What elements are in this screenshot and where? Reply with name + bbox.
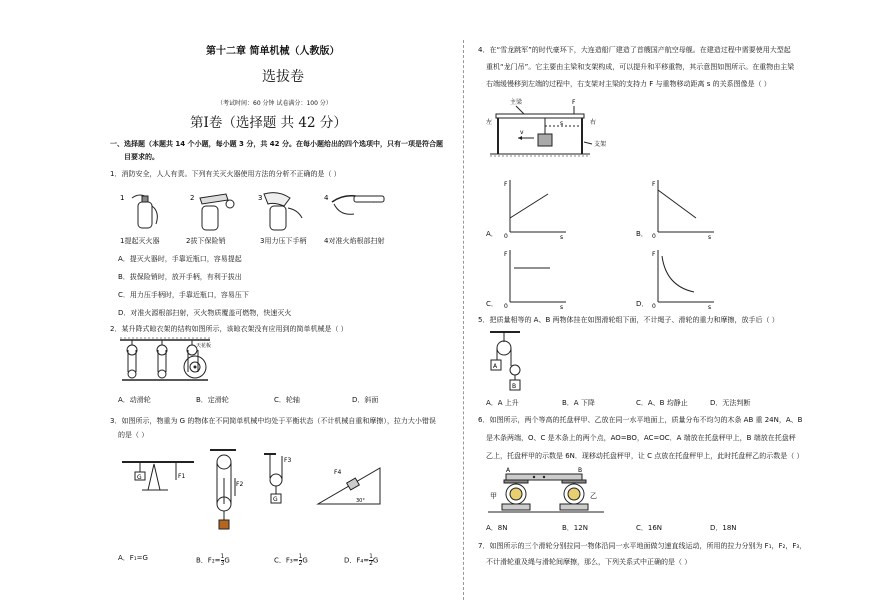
q7-stem-line-1: 7．如图所示的三个滑轮分别拉同一物体沿同一水平地面做匀速直线运动，所用的拉力分别为 F₁，F₂，F₃， bbox=[478, 542, 807, 550]
q4-graph-d-curve bbox=[662, 256, 694, 292]
q6-option-a[interactable]: A．8N bbox=[486, 524, 508, 532]
q3-option-a[interactable]: A．F₁=G bbox=[118, 554, 148, 562]
q2-option-a[interactable]: A．动滑轮 bbox=[118, 396, 151, 404]
q1-step-number: 1 bbox=[120, 194, 125, 202]
q6-stem-line-1: 6．如图所示，两个等高的托盘秤甲、乙放在同一水平地面上，质量分布不均匀的木条 AB 重 24N，A、B bbox=[478, 416, 803, 424]
q2-option-c[interactable]: C．轮轴 bbox=[274, 396, 300, 404]
instructions-line-1: 一、选择题（本题共 14 个小题，每小题 3 分，共 42 分。在每小题给出的四个选项中，只有一项是符合题 bbox=[110, 140, 443, 148]
q4-support-label: 支架 bbox=[594, 141, 607, 148]
q1-caption-2: 2拔下保险销 bbox=[186, 237, 226, 245]
q1-option-a[interactable]: A．提灭火器时，手靠近瓶口，容易提起 bbox=[118, 255, 242, 263]
q4-right-label: 右 bbox=[590, 119, 597, 126]
q4-graph-y-label: F bbox=[652, 181, 656, 188]
q3-stem-line-2: 的是（ ） bbox=[118, 431, 149, 439]
q7-stem-line-2: 不计滑轮重及绳与滑轮间摩擦，那么，下列关系式中正确的是（ ） bbox=[486, 558, 692, 566]
q5-pulley-figure bbox=[486, 330, 526, 394]
q4-graph-x-label: s bbox=[708, 234, 712, 240]
q1-caption-1: 1提起灭火器 bbox=[120, 237, 160, 245]
q3-movable-pulley-figure bbox=[262, 452, 302, 512]
q6-stem-line-3: 乙上，托盘秤甲的示数是 6N．现移动托盘秤甲，让 C 点放在托盘秤甲上，此时托盘秤乙的示数是（ ） bbox=[486, 452, 804, 460]
q6-b-label: B bbox=[578, 467, 583, 474]
q3-option-d-fraction: $\frac{1}{2}$ bbox=[369, 553, 373, 567]
q1-option-d[interactable]: D．对准火源根部扫射，灭火物质覆盖可燃物，快速灭火 bbox=[118, 309, 292, 317]
q4-graph-origin: 0 bbox=[652, 233, 656, 240]
q4-graph-x-label: s bbox=[560, 234, 564, 240]
q1-caption-4: 4对准火焰根部扫射 bbox=[324, 237, 385, 245]
q3-f4-label: F4 bbox=[334, 469, 342, 476]
q3-option-d[interactable]: D．F₄= $\frac{1}{2}$ G bbox=[344, 553, 379, 567]
q5-block-a-label: A bbox=[493, 363, 498, 370]
q6-option-b[interactable]: B．12N bbox=[562, 524, 588, 532]
q4-graph-b bbox=[648, 176, 718, 240]
q1-step-number: 3 bbox=[258, 194, 263, 202]
exam-info: （考试时间：60 分钟 试卷满分：100 分） bbox=[217, 100, 332, 107]
q4-stem-line-1: 4．在“雪龙跳军”的时代豪环下，大连造船厂建造了首艘国产航空母舰。在建造过程中需要使用大型起 bbox=[478, 46, 791, 54]
q3-lever-figure bbox=[118, 450, 198, 494]
q1-extinguisher-figure bbox=[118, 188, 388, 234]
q4-graph-c bbox=[500, 246, 570, 310]
exam-title: 第十二章 简单机械（人教版） bbox=[206, 46, 340, 57]
q3-option-b[interactable]: B．F₂= $\frac{1}{3}$ G bbox=[196, 553, 230, 567]
q4-option-b[interactable]: B． bbox=[636, 230, 648, 238]
q4-graph-b-line bbox=[658, 190, 696, 218]
q3-option-d-prefix: D．F₄= bbox=[344, 556, 370, 565]
q2-wheel-axle-figure bbox=[180, 352, 210, 382]
exam-subtitle: 选拔卷 bbox=[262, 69, 304, 85]
q4-graph-d bbox=[648, 246, 718, 310]
q4-graph-a bbox=[500, 176, 570, 240]
q4-graph-origin: 0 bbox=[652, 303, 656, 310]
q4-graph-y-label: F bbox=[504, 181, 508, 188]
q2-stem: 2．某升降式晾衣架的结构如图所示，该晾衣架没有应用到的简单机械是（ ） bbox=[110, 325, 348, 333]
q4-option-a[interactable]: A． bbox=[486, 230, 498, 238]
q1-step-number: 2 bbox=[190, 194, 195, 202]
q3-f1-label: F1 bbox=[178, 473, 186, 480]
q2-option-b[interactable]: B．定滑轮 bbox=[196, 396, 229, 404]
q6-option-d[interactable]: D．18N bbox=[710, 524, 737, 532]
q5-stem: 5．把质量相等的 A、B 两物体挂在如图滑轮组下面，不计绳子、滑轮的重力和摩擦，放手后（ ） bbox=[478, 316, 779, 324]
column-divider bbox=[463, 40, 464, 600]
q3-option-b-prefix: B．F₂= bbox=[196, 556, 221, 565]
q4-f-label: F bbox=[572, 99, 576, 106]
q4-graph-origin: 0 bbox=[504, 233, 508, 240]
q2-ceiling-label: 天花板 bbox=[196, 343, 212, 349]
q5-option-a[interactable]: A．A 上升 bbox=[486, 399, 519, 407]
q4-graph-x-label: s bbox=[708, 304, 712, 310]
q4-v-label: v bbox=[520, 129, 524, 136]
q4-graph-a-line bbox=[510, 194, 548, 218]
q3-f2-label: F2 bbox=[236, 481, 244, 488]
q3-f3-label: F3 bbox=[284, 457, 292, 464]
q3-g-label: G bbox=[137, 474, 142, 481]
q5-option-d[interactable]: D．无法判断 bbox=[710, 399, 751, 407]
q3-option-b-fraction: $\frac{1}{3}$ bbox=[220, 553, 225, 567]
q4-s-label: s bbox=[560, 120, 564, 127]
instructions-line-2: 目要求的。 bbox=[124, 153, 159, 161]
q3-option-c[interactable]: C．F₃= $\frac{1}{2}$ G bbox=[274, 553, 308, 567]
q3-g-label: G bbox=[273, 496, 278, 503]
q6-scales-figure bbox=[486, 466, 626, 516]
q2-option-d[interactable]: D．斜面 bbox=[352, 396, 379, 404]
q1-caption-3: 3用力压下手柄 bbox=[260, 237, 307, 245]
q1-stem: 1．消防安全，人人有责。下列有关灭火器使用方法的分析不正确的是（ ） bbox=[110, 170, 341, 178]
q4-graph-origin: 0 bbox=[504, 303, 508, 310]
q4-beam-label: 主梁 bbox=[510, 99, 523, 106]
q4-graph-x-label: s bbox=[560, 304, 564, 310]
q3-incline-figure bbox=[316, 464, 384, 508]
q4-left-label: 左 bbox=[486, 119, 493, 126]
q5-block-b-label: B bbox=[512, 383, 517, 390]
q3-angle-label: 30° bbox=[356, 498, 365, 504]
q1-option-c[interactable]: C．用力压手柄时，手靠近瓶口，容易压下 bbox=[118, 291, 249, 299]
q5-option-c[interactable]: C．A、B 均静止 bbox=[636, 399, 688, 407]
q1-option-b[interactable]: B．拔保险销时，放开手柄，有利于拔出 bbox=[118, 273, 242, 281]
q4-graph-y-label: F bbox=[652, 251, 656, 258]
q6-scale-jia-label: 甲 bbox=[490, 492, 497, 500]
q6-option-c[interactable]: C．16N bbox=[636, 524, 663, 532]
section-title: 第Ⅰ卷（选择题 共 42 分） bbox=[190, 115, 347, 131]
q4-stem-line-2: 重机“龙门吊”。它主要由主梁和支架构成，可以提升和平移重物，其示意图如图所示。在重物由主梁 bbox=[486, 63, 795, 71]
q5-option-b[interactable]: B．A 下降 bbox=[562, 399, 595, 407]
q3-option-c-prefix: C．F₃= bbox=[274, 556, 299, 565]
q6-scale-yi-label: 乙 bbox=[590, 492, 597, 500]
q4-gantry-crane-figure bbox=[484, 94, 624, 164]
q6-stem-line-2: 是木条两端，O、C 是木条上的两个点，AO=BO，AC=OC．A 端放在托盘秤甲上，B 端放在托盘秤 bbox=[486, 434, 796, 442]
q1-step-number: 4 bbox=[324, 194, 329, 202]
q3-stem-line-1: 3．如图所示，物重为 G 的物体在不同简单机械中均处于平衡状态（不计机械自重和摩擦），拉力大小错误 bbox=[110, 417, 436, 425]
q3-option-c-fraction: $\frac{1}{2}$ bbox=[298, 553, 303, 567]
q3-pulley-block-figure bbox=[206, 448, 246, 538]
q4-option-d[interactable]: D． bbox=[636, 300, 649, 308]
q6-a-label: A bbox=[506, 467, 511, 474]
q4-option-c[interactable]: C． bbox=[486, 300, 498, 308]
q4-graph-y-label: F bbox=[504, 251, 508, 258]
q4-stem-line-3: 右端缓慢移到左端的过程中，右支架对主梁的支持力 F 与重物移动距离 s 的关系图像是（ ） bbox=[486, 80, 771, 88]
